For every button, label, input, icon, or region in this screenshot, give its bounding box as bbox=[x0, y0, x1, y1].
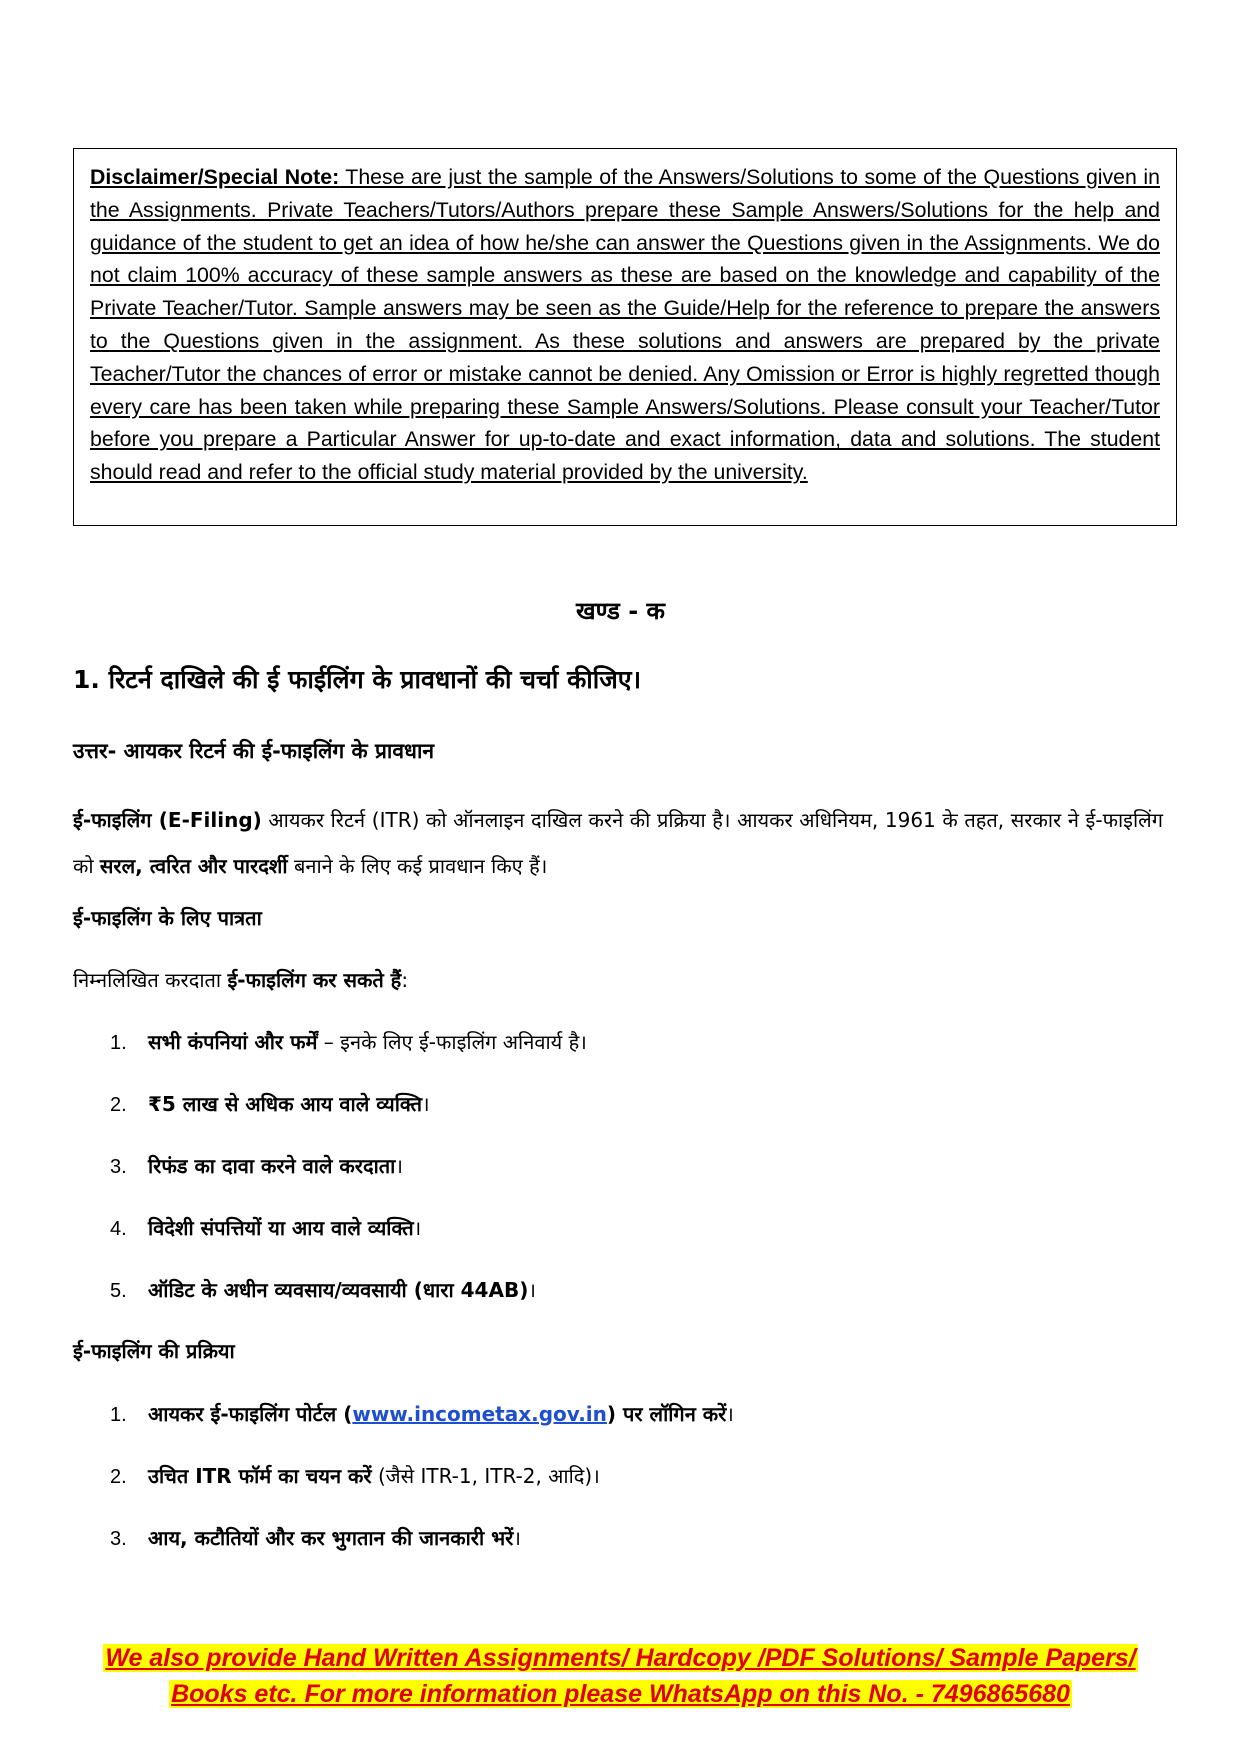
list-number: 3. bbox=[110, 1528, 127, 1550]
footer-line-2: Books etc. For more information please WhatsApp on this No. - 7496865680 bbox=[171, 1680, 1070, 1708]
process-heading: ई-फाइलिंग की प्रक्रिया bbox=[73, 1339, 235, 1363]
list-number: 5. bbox=[110, 1280, 127, 1302]
list-item-text: । bbox=[726, 1402, 734, 1426]
disclaimer-body: These are just the sample of the Answers/Solutions to some of the Questions given in the Assignments. Private Teachers/Tutors/Authors prepare these Sample Answers/Solutions for the help and guidance of the student to get an idea of how he/she can answer the Questions given in the Assignments. We do not claim 100% accuracy of these sample answers as these are based on the knowledge and capability of the Private Teacher/Tutor. Sample answers may be seen as the Guide/Help for the reference to prepare the answers to the Questions given in the assignment. As these solutions and answers are prepared by the private Teacher/Tutor the chances of error or mistake cannot be denied. Any Omission or Error is highly regretted though every care has been taken while preparing these Sample Answers/Solutions. Please consult your Teacher/Tutor before you prepare a Particular Answer for up-to-date and exact information, data and solutions. The student should read and refer to the official study material provided by the university. bbox=[90, 165, 1160, 485]
list-number: 1. bbox=[110, 1404, 127, 1426]
list-item-bold: ₹5 लाख से अधिक आय वाले व्यक्ति bbox=[148, 1092, 422, 1116]
list-item bbox=[110, 1276, 536, 1303]
list-item-bold: विदेशी संपत्तियों या आय वाले व्यक्ति bbox=[148, 1216, 414, 1240]
list-item-bold: रिफंड का दावा करने वाले करदाता bbox=[148, 1154, 396, 1178]
list-item-bold: ) पर लॉगिन करें bbox=[606, 1402, 727, 1426]
list-item-text: (जैसे ITR-1, ITR-2, आदि)। bbox=[371, 1464, 600, 1488]
intro-text-1: आयकर रिटर्न (ITR) को ऑनलाइन दाखिल करने की प्रक्रिया है। आयकर अधिनियम, 1961 के तहत, सरकार ने ई-फाइलिंग को bbox=[73, 808, 1163, 878]
footer-promo bbox=[0, 1640, 1241, 1712]
list-item-text: । bbox=[513, 1526, 521, 1550]
list-item-text: । bbox=[528, 1278, 536, 1302]
intro-text-2: बनाने के लिए कई प्रावधान किए हैं। bbox=[287, 854, 548, 878]
intro-paragraph bbox=[73, 797, 1163, 889]
disclaimer-label: Disclaimer/Special Note: bbox=[90, 165, 340, 189]
footer-line-1: We also provide Hand Written Assignments/ Hardcopy /PDF Solutions/ Sample Papers/ bbox=[105, 1644, 1136, 1672]
list-item-bold: सभी कंपनियां और फर्में bbox=[148, 1030, 318, 1054]
answer-heading-text: - आयकर रिटर्न की ई-फाइलिंग के प्रावधान bbox=[107, 739, 435, 763]
intro-bold-1: ई-फाइलिंग (E-Filing) bbox=[73, 808, 262, 832]
eligibility-lead bbox=[73, 966, 408, 993]
list-item-bold: आयकर ई-फाइलिंग पोर्टल ( bbox=[148, 1402, 353, 1426]
list-number: 4. bbox=[110, 1218, 127, 1240]
question-title: 1. रिटर्न दाखिले की ई फाईलिंग के प्रावधानों की चर्चा कीजिए। bbox=[73, 665, 642, 694]
list-item bbox=[110, 1214, 421, 1241]
intro-bold-2: सरल, त्वरित और पारदर्शी bbox=[99, 854, 288, 878]
list-number: 2. bbox=[110, 1094, 127, 1116]
answer-heading bbox=[73, 737, 434, 765]
list-item-text: – इनके लिए ई-फाइलिंग अनिवार्य है। bbox=[317, 1030, 587, 1054]
list-number: 2. bbox=[110, 1466, 127, 1488]
list-item bbox=[110, 1028, 587, 1055]
list-item bbox=[110, 1152, 403, 1179]
eligibility-lead-end: : bbox=[401, 968, 409, 992]
list-item bbox=[110, 1090, 430, 1117]
list-number: 3. bbox=[110, 1156, 127, 1178]
list-item-text: । bbox=[413, 1216, 422, 1240]
list-item-text: । bbox=[395, 1154, 403, 1178]
eligibility-lead-bold: ई-फाइलिंग कर सकते हैं bbox=[227, 968, 402, 992]
list-item-bold: उचित ITR फॉर्म का चयन करें bbox=[148, 1464, 372, 1488]
incometax-portal-link[interactable]: www.incometax.gov.in bbox=[352, 1402, 607, 1426]
disclaimer-box bbox=[73, 148, 1177, 526]
list-number: 1. bbox=[110, 1032, 127, 1054]
answer-label: उत्तर bbox=[73, 739, 108, 763]
disclaimer-text bbox=[90, 161, 1160, 489]
eligibility-heading: ई-फाइलिंग के लिए पात्रता bbox=[73, 906, 262, 930]
eligibility-lead-text: निम्नलिखित करदाता bbox=[73, 968, 228, 992]
list-item-bold: आय, कटौतियों और कर भुगतान की जानकारी भरें bbox=[148, 1526, 514, 1550]
section-title: खण्ड - क bbox=[576, 597, 665, 625]
process-step-2 bbox=[110, 1462, 600, 1489]
list-item-text: । bbox=[422, 1092, 430, 1116]
list-item-bold: ऑडिट के अधीन व्यवसाय/व्यवसायी (धारा 44AB) bbox=[148, 1278, 529, 1302]
process-step-3 bbox=[110, 1524, 521, 1551]
process-step-1 bbox=[110, 1400, 734, 1427]
